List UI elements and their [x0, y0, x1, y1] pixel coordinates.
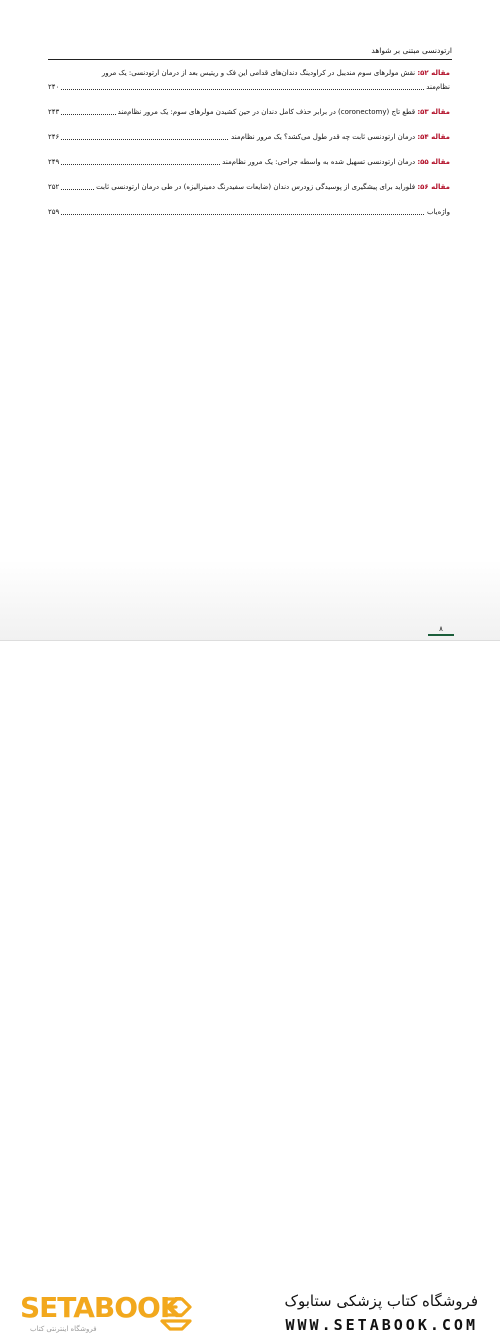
toc-entry-number: مقاله ۵۲:	[417, 69, 450, 77]
toc-entry-title: واژه‌یاب	[426, 208, 450, 216]
toc-entry-line	[48, 205, 450, 219]
store-url[interactable]: WWW.SETABOOK.COM	[285, 1316, 478, 1334]
toc-entry-number: مقاله ۵۶:	[417, 183, 450, 191]
toc-entry-page: ۲۵۲	[48, 180, 61, 194]
running-header	[48, 40, 452, 60]
toc-entry-title: درمان ارتودنسی تسهیل شده به واسطه جراحی: یک مرور نظام‌مند	[222, 158, 418, 166]
page-bottom-shade	[0, 560, 500, 640]
page-number: ۸	[439, 625, 443, 633]
toc-entry-page: ۲۴۶	[48, 130, 61, 144]
toc-entry-title: قطع تاج (coronectomy) در برابر حذف کامل دندان در حین کشیدن مولرهای سوم: یک مرور نظام‌مند	[117, 108, 418, 116]
header-title: ارتودنسی مبتنی بر شواهد	[371, 46, 452, 55]
toc-entry[interactable]	[48, 105, 450, 119]
logo-wordmark: SETABOOK	[20, 1291, 181, 1324]
table-of-contents	[48, 66, 450, 230]
toc-entry[interactable]	[48, 130, 450, 144]
toc-entry[interactable]	[48, 180, 450, 194]
toc-entry-title: درمان ارتودنسی ثابت چه قدر طول می‌کشد؟ یک مرور نظام‌مند	[231, 133, 418, 141]
toc-entry-page: ۲۴۹	[48, 155, 61, 169]
store-title: فروشگاه کتاب پزشکی ستابوک	[284, 1292, 478, 1310]
toc-entry-page: ۲۵۹	[48, 205, 61, 219]
toc-entry-number: مقاله ۵۳:	[417, 108, 450, 116]
toc-entry-line	[48, 105, 450, 119]
toc-entry-number: مقاله ۵۴:	[417, 133, 450, 141]
page-number-rule	[428, 634, 454, 636]
toc-entry-number: مقاله ۵۵:	[417, 158, 450, 166]
logo-tagline: فروشگاه اینترنتی کتاب	[30, 1325, 97, 1333]
toc-entry-leader	[48, 80, 450, 94]
toc-entry-title: نقش مولرهای سوم مندیبل در کراودینگ دندان‌های قدامی این فک و ریتیس بعد از درمان ارتودنسی: یک مرور	[101, 69, 418, 77]
dot-leader	[48, 89, 450, 90]
toc-entry-page: ۲۴۰	[48, 80, 61, 94]
toc-entry-title-cont: نظام‌مند	[424, 80, 450, 94]
dot-leader	[48, 214, 450, 215]
document-page	[0, 0, 500, 640]
toc-entry-title: فلوراید برای پیشگیری از پوسیدگی زودرس دندان (ضایعات سفیدرنگ دمینرالیزه) در طی درمان ارتودنسی ثابت	[96, 183, 418, 191]
toc-entry-line	[48, 66, 450, 80]
toc-entry-page: ۲۴۳	[48, 105, 61, 119]
toc-entry[interactable]	[48, 155, 450, 169]
toc-entry-line	[48, 155, 450, 169]
store-banner	[0, 640, 500, 1334]
toc-entry-index[interactable]	[48, 205, 450, 219]
toc-entry-line	[48, 180, 450, 194]
toc-entry-line	[48, 130, 450, 144]
toc-entry[interactable]	[48, 66, 450, 94]
